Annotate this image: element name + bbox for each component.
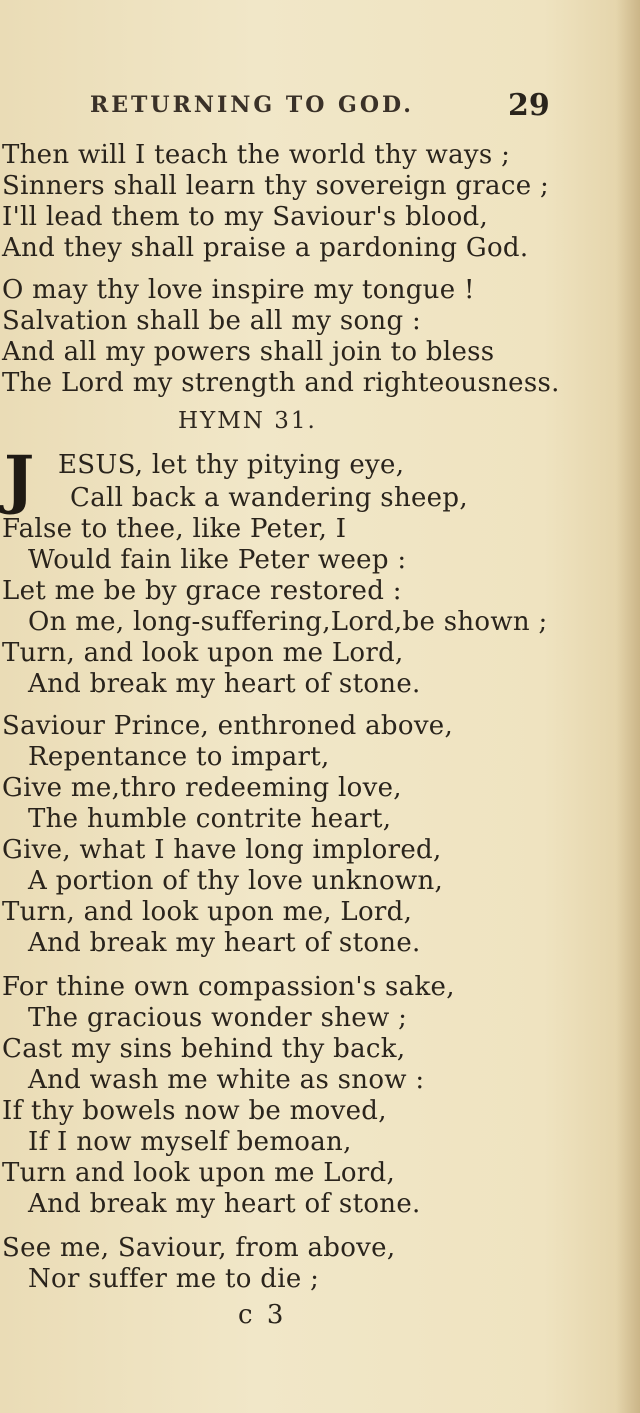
verse-line: The gracious wonder shew ; [28, 1003, 408, 1033]
verse-line: And they shall praise a pardoning God. [2, 233, 529, 263]
verse-line: Give me,thro redeeming love, [2, 773, 402, 803]
verse-line: Repentance to impart, [28, 742, 330, 772]
page-number: 29 [508, 88, 550, 123]
verse-line: If I now myself bemoan, [28, 1127, 352, 1157]
verse-line: I'll lead them to my Saviour's blood, [2, 202, 489, 232]
verse-line: If thy bowels now be moved, [2, 1096, 387, 1126]
verse-line: Turn, and look upon me, Lord, [2, 897, 413, 927]
verse-line: And all my powers shall join to bless [2, 337, 495, 367]
verse-line: Turn and look upon me Lord, [2, 1158, 396, 1188]
drop-cap: J [4, 442, 35, 517]
hymn-title: HYMN 31. [178, 408, 317, 434]
verse-line: Sinners shall learn thy sovereign grace ; [2, 171, 550, 201]
verse-line: Call back a wandering sheep, [70, 483, 468, 513]
verse-line: The humble contrite heart, [28, 804, 392, 834]
verse-line: Nor suffer me to die ; [28, 1264, 320, 1294]
verse-line: False to thee, like Peter, I [2, 514, 347, 544]
page-edge-shadow [616, 0, 640, 1413]
verse-line: And break my heart of stone. [28, 669, 421, 699]
signature-mark: c 3 [238, 1300, 287, 1330]
verse-line: Turn, and look upon me Lord, [2, 638, 404, 668]
verse-line: And wash me white as snow : [28, 1065, 425, 1095]
verse-line: Let me be by grace restored : [2, 576, 402, 606]
verse-line: Would fain like Peter weep : [28, 545, 407, 575]
verse-line: And break my heart of stone. [28, 1189, 421, 1219]
verse-line: On me, long-suffering,Lord,be shown ; [28, 607, 548, 637]
verse-line: Salvation shall be all my song : [2, 306, 422, 336]
verse-line: See me, Saviour, from above, [2, 1233, 396, 1263]
verse-line: Give, what I have long implored, [2, 835, 442, 865]
verse-line: And break my heart of stone. [28, 928, 421, 958]
verse-line: For thine own compassion's sake, [2, 972, 455, 1002]
verse-line: Then will I teach the world thy ways ; [2, 140, 511, 170]
page-header [90, 88, 560, 132]
running-head: RETURNING TO GOD. [90, 92, 414, 118]
verse-line: Cast my sins behind thy back, [2, 1034, 406, 1064]
verse-line: ESUS, let thy pitying eye, [58, 450, 405, 480]
verse-line: O may thy love inspire my tongue ! [2, 275, 475, 305]
verse-line: The Lord my strength and righteousness. [2, 368, 560, 398]
verse-line: A portion of thy love unknown, [28, 866, 444, 896]
verse-line: Saviour Prince, enthroned above, [2, 711, 454, 741]
